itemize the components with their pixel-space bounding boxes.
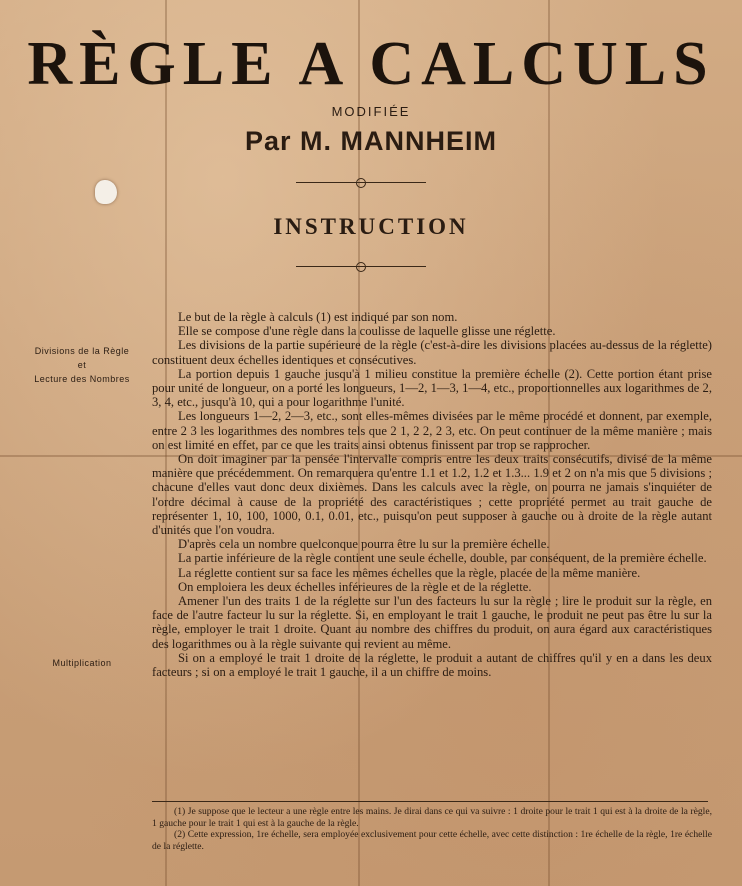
document-subtitle: MODIFIÉE: [331, 104, 411, 119]
paragraph: Si on a employé le trait 1 droite de la réglette, le produit a autant de chiffres qu'il y en a dans les deux facteurs ; si on a employé le trait 1 gauche, il a un chiffre de moins.: [152, 650, 712, 680]
body-text: [152, 310, 712, 679]
paragraph: On emploiera les deux échelles inférieures de la règle et de la réglette.: [178, 579, 532, 594]
paragraph: Amener l'un des traits 1 de la réglette sur l'un des facteurs lu sur la règle ; lire le produit sur la règle, en face de l'autre facteur lu sur la réglette. Si, en employant le trait 1 gauche, le produit ne peut pas être lu sur la règle, employer le trait 1 droite. Quant au nombre des chiffres du produit, on aura égard aux caractéristiques des logarithmes ou à la règle suivante qui revient au même.: [152, 594, 712, 651]
paragraph: Elle se compose d'une règle dans la coulisse de laquelle glisse une réglette.: [178, 324, 556, 339]
document-title: RÈGLE A CALCULS: [27, 30, 715, 98]
footnote: (2) Cette expression, 1re échelle, sera employée exclusivement pour cette échelle, avec cette distinction : 1re échelle de la règle, 1re échelle de la réglette.: [152, 829, 712, 852]
paragraph: On doit imaginer par la pensée l'intervalle compris entre les deux traits consécutifs, divisé de la même manière que précédemment. On remarquera qu'entre 1.1 et 1.2, 1.2 et 1.3... 1.9 et 2 on n'a mis que 5 divisions ; chacune d'elles vaut donc deux dixièmes. Dans les calculs avec la règle, on pourra ne jamais s'inquiéter de l'ordre décimal à cause de la propriété des caractéristiques ; cette propriété permet au trait gauche de représenter 1, 10, 100, 1000, 0.1, 0.01, etc., puisqu'on peut supposer à gauche ou à droite de la règle autant d'unités que l'on voudra.: [152, 452, 712, 538]
footnote-divider: [152, 801, 708, 802]
footnote: (1) Je suppose que le lecteur a une règle entre les mains. Je dirai dans ce qui va suivre : 1 droite pour le trait 1 qui est à la droite de la règle, 1 gauche pour le trait 1 qui est à la gauche de la règle.: [152, 806, 712, 829]
ornament-divider: [296, 178, 426, 188]
ornament-divider: [296, 262, 426, 272]
paragraph: D'après cela un nombre quelconque pourra être lu sur la première échelle.: [178, 537, 550, 552]
paragraph: La portion depuis 1 gauche jusqu'à 1 milieu constitue la première échelle (2). Cette portion étant prise pour unité de longueur, on a porté les longueurs, 1—2, 1—3, 1—4, etc., proportionnelles aux logarithmes de 2, 3, 4, etc., jusqu'à 10, qui a pour logarithme l'unité.: [152, 366, 712, 410]
margin-label-multiplication: Multiplication: [52, 658, 112, 668]
paragraph: La réglette contient sur sa face les mêmes échelles que la règle, placée de la même manière.: [178, 565, 641, 580]
footnotes: [152, 806, 712, 852]
paragraph: Les divisions de la partie supérieure de la règle (c'est-à-dire les divisions placées au-dessus de la réglette) constituent deux échelles identiques et consécutives.: [152, 338, 712, 367]
margin-label-divisions: Divisions de la Règle et Lecture des Nombres: [34, 346, 130, 384]
paragraph: Les longueurs 1—2, 2—3, etc., sont elles-mêmes divisées par le même procédé et donnent, par exemple, entre 2 3 les logarithmes des nombres tels que 2 1, 2 2, 2 3, etc. On peut continuer de la même manière ; mais on est limité en effet, par ce que les traits ainsi obtenus finissent par trop se rapprocher.: [152, 409, 712, 452]
section-heading: INSTRUCTION: [273, 214, 469, 239]
paragraph: Le but de la règle à calculs (1) est indiqué par son nom.: [178, 310, 458, 324]
document-author: Par M. MANNHEIM: [244, 126, 497, 156]
paper-hole: [95, 180, 117, 204]
paragraph: La partie inférieure de la règle contient une seule échelle, double, par conséquent, de la première échelle.: [178, 551, 707, 566]
